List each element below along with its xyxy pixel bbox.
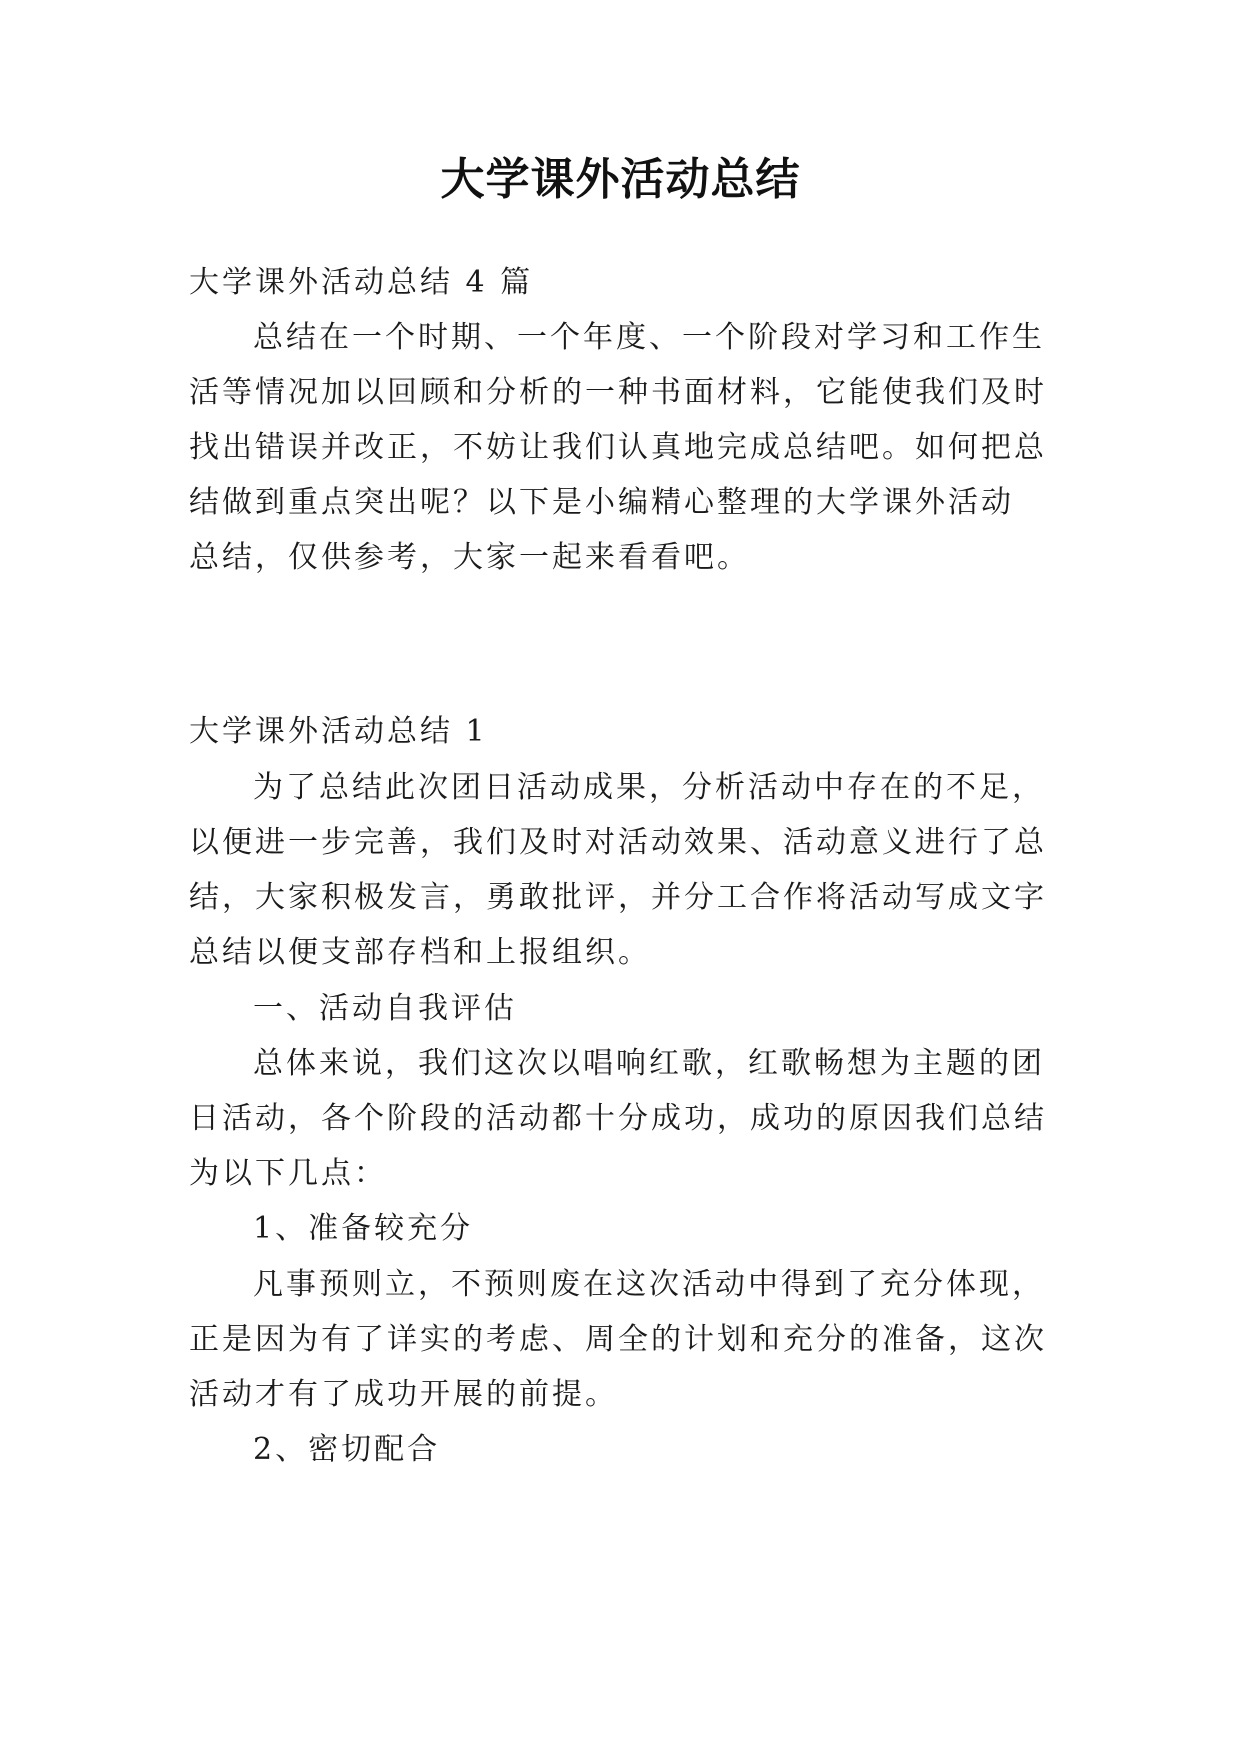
subheading-line: 一、活动自我评估 [253, 991, 517, 1026]
intro-line: 总结在一个时期、一个年度、一个阶段对学习和工作生 [253, 320, 1045, 355]
subheading-line: 2、密切配合 [253, 1432, 441, 1467]
document-title: 大学课外活动总结 [440, 154, 801, 205]
body-line: 结，大家积极发言，勇敢批评，并分工合作将活动写成文字 [189, 880, 1047, 915]
body-line: 日活动，各个阶段的活动都十分成功，成功的原因我们总结 [189, 1101, 1047, 1136]
body-line: 为了总结此次团日活动成果，分析活动中存在的不足， [253, 770, 1045, 805]
intro-line: 活等情况加以回顾和分析的一种书面材料，它能使我们及时 [189, 375, 1047, 410]
body-line: 凡事预则立，不预则废在这次活动中得到了充分体现， [253, 1267, 1045, 1302]
intro-line: 结做到重点突出呢？以下是小编精心整理的大学课外活动 [189, 485, 1014, 520]
body-line: 以便进一步完善，我们及时对活动效果、活动意义进行了总 [189, 825, 1047, 860]
subheading-line: 1、准备较充分 [253, 1211, 474, 1246]
subtitle-line: 大学课外活动总结 4 篇 [189, 265, 534, 300]
body-line: 为以下几点： [189, 1156, 387, 1191]
intro-line: 总结，仅供参考，大家一起来看看吧。 [189, 540, 750, 575]
body-line: 活动才有了成功开展的前提。 [189, 1377, 618, 1412]
intro-line: 找出错误并改正，不妨让我们认真地完成总结吧。如何把总 [189, 430, 1047, 465]
section-heading: 大学课外活动总结 1 [189, 714, 488, 749]
body-line: 总结以便支部存档和上报组织。 [189, 935, 651, 970]
body-line: 正是因为有了详实的考虑、周全的计划和充分的准备，这次 [189, 1322, 1047, 1357]
body-line: 总体来说，我们这次以唱响红歌，红歌畅想为主题的团 [253, 1046, 1045, 1081]
